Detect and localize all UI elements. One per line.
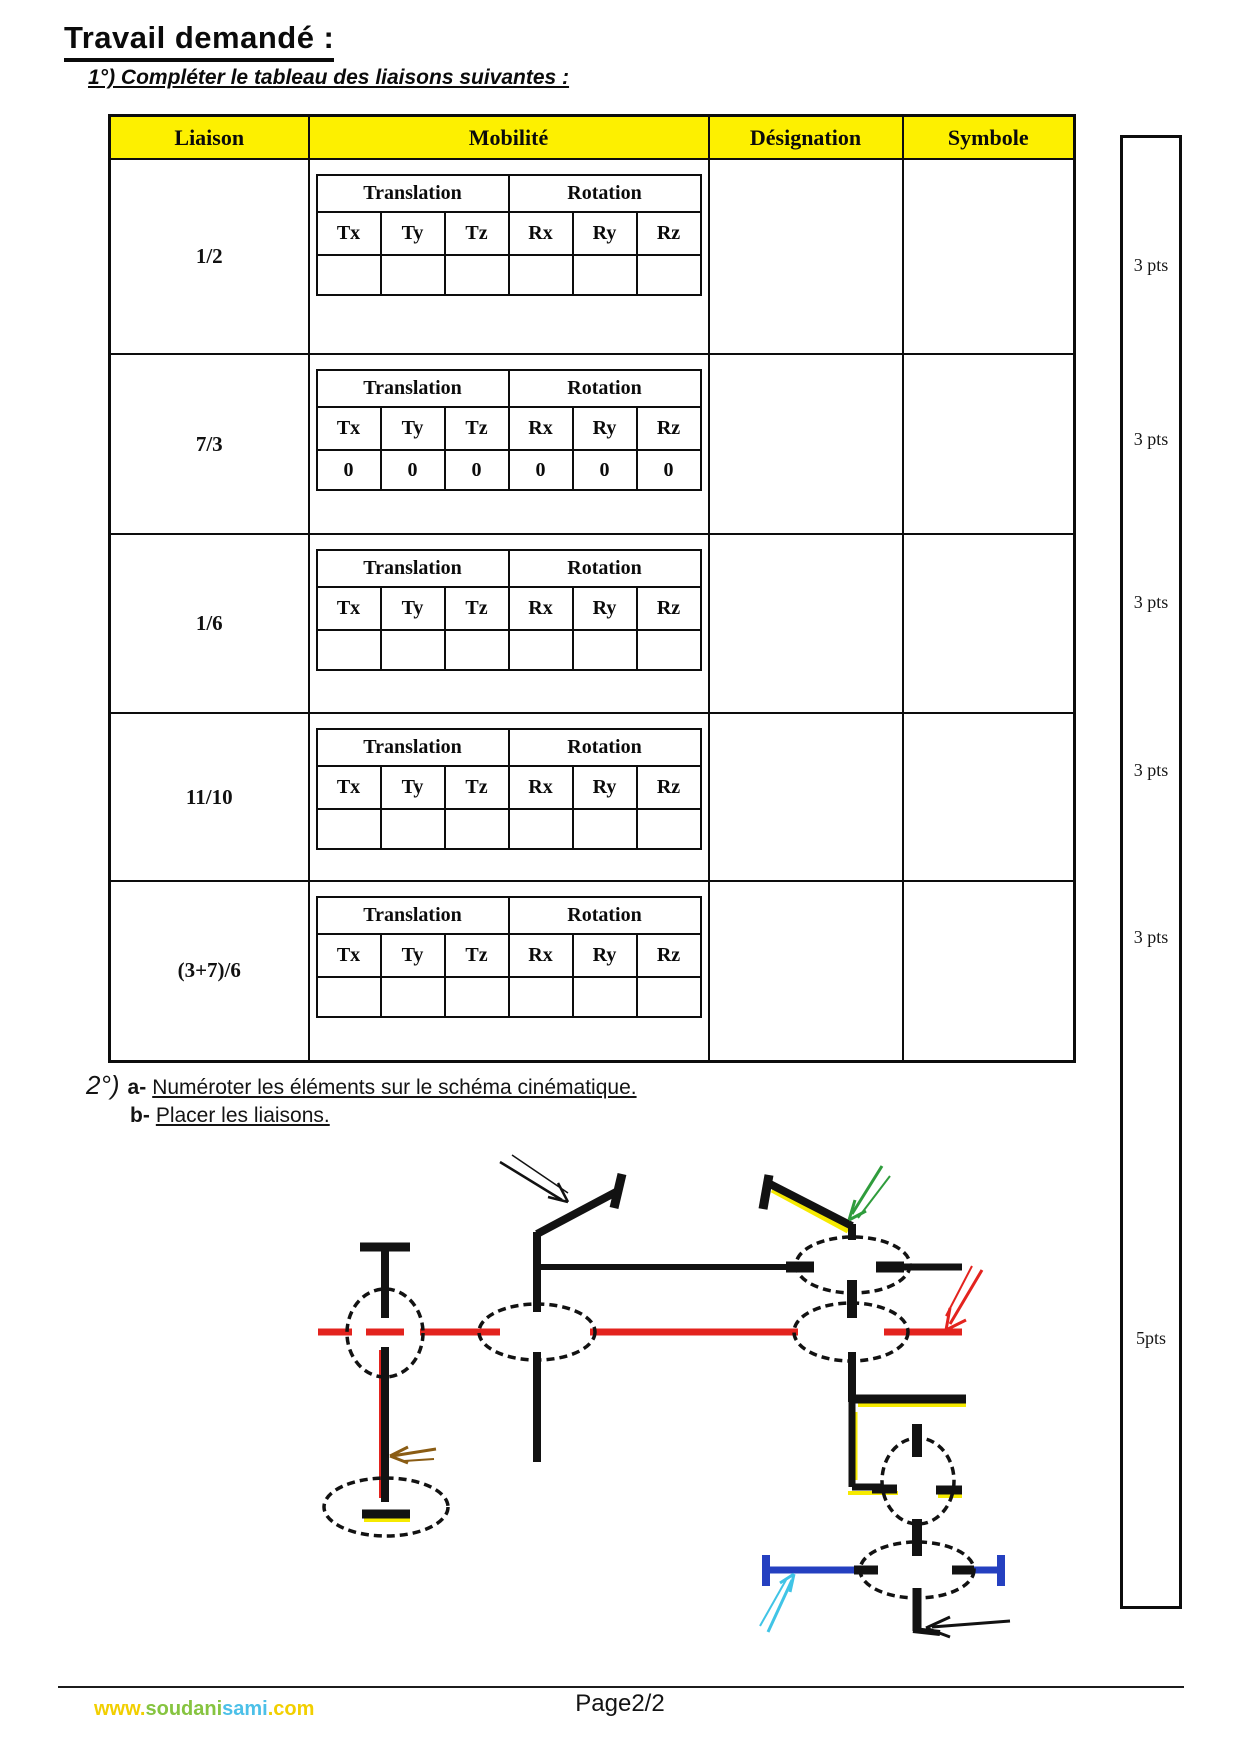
axis-header-cell: Ty: [381, 212, 445, 255]
mobility-value-cell: [317, 977, 381, 1017]
green-annotation-arrow: [849, 1166, 890, 1220]
designation-cell: [709, 713, 903, 881]
rotation-header: Rotation: [509, 729, 701, 766]
mobility-cell: [309, 159, 709, 354]
question-1-heading: 1°) Compléter le tableau des liaisons suivantes :: [88, 66, 570, 89]
axis-header-cell: Tz: [445, 766, 509, 809]
axis-header-cell: Ry: [573, 587, 637, 630]
mobility-cell: [309, 534, 709, 713]
liaison-label: (3+7)/6: [110, 881, 309, 1061]
mobility-value-cell: 0: [509, 450, 573, 490]
axis-header-cell: Tx: [317, 587, 381, 630]
axis-header-cell: Tx: [317, 934, 381, 977]
question-2a-text: Numéroter les éléments sur le schéma cinématique.: [152, 1076, 637, 1099]
question-2b: [130, 1104, 330, 1128]
symbole-cell: [903, 713, 1075, 881]
mobility-value-cell: [573, 977, 637, 1017]
left-vertical-link: [360, 1247, 410, 1514]
rotation-header: Rotation: [509, 550, 701, 587]
site-soudani: soudani: [145, 1698, 223, 1720]
site-www: www.: [94, 1698, 146, 1720]
mobility-value-cell: [573, 630, 637, 670]
mobility-value-cell: [637, 630, 701, 670]
kinematic-schema: [270, 1130, 1030, 1670]
symbole-cell: [903, 159, 1075, 354]
symbole-cell: [903, 354, 1075, 534]
axis-header-cell: Tx: [317, 766, 381, 809]
table-row: [110, 159, 1075, 354]
mobility-value-cell: [445, 977, 509, 1017]
points-label: 3 pts: [1133, 760, 1169, 780]
translation-header: Translation: [317, 175, 509, 212]
page-title: Travail demandé :: [64, 20, 334, 62]
translation-header: Translation: [317, 897, 509, 934]
table-row: [110, 713, 1075, 881]
mobility-value-cell: [637, 809, 701, 849]
header-designation: Désignation: [709, 116, 903, 160]
black-left-annotation-arrow: [926, 1617, 1010, 1637]
points-label: 3 pts: [1133, 592, 1169, 612]
brown-annotation-arrow: [390, 1447, 436, 1463]
translation-header: Translation: [317, 370, 509, 407]
blue-shaft-link: [766, 1555, 1001, 1586]
mobility-value-cell: [637, 255, 701, 295]
table-row: [110, 354, 1075, 534]
rotation-header: Rotation: [509, 175, 701, 212]
mobility-value-cell: [509, 977, 573, 1017]
axis-header-cell: Ry: [573, 212, 637, 255]
axis-header-cell: Tz: [445, 934, 509, 977]
right-lower-joint-ticks: [917, 1424, 962, 1556]
points-label: 5pts: [1135, 1328, 1166, 1348]
table-row: [110, 534, 1075, 713]
mobility-value-cell: [445, 255, 509, 295]
axis-header-cell: Rz: [637, 587, 701, 630]
axis-header-cell: Rz: [637, 934, 701, 977]
mobility-value-cell: [317, 809, 381, 849]
points-label: 3 pts: [1133, 429, 1169, 449]
mobility-value-cell: [381, 255, 445, 295]
translation-header: Translation: [317, 550, 509, 587]
axis-header-cell: Rx: [509, 587, 573, 630]
liaison-label: 1/2: [110, 159, 309, 354]
question-2b-text: Placer les liaisons.: [155, 1104, 330, 1127]
mobility-value-cell: [573, 255, 637, 295]
header-symbole: Symbole: [903, 116, 1075, 160]
points-label: 3 pts: [1133, 255, 1169, 275]
points-column: [1120, 135, 1182, 1609]
symbole-cell: [903, 881, 1075, 1061]
axis-header-cell: Ry: [573, 407, 637, 450]
question-2a: [86, 1070, 637, 1101]
liaison-label: 11/10: [110, 713, 309, 881]
mobility-value-cell: [317, 630, 381, 670]
mobility-value-cell: 0: [445, 450, 509, 490]
question-2-number: 2°): [86, 1070, 120, 1100]
axis-header-cell: Rz: [637, 212, 701, 255]
axis-header-cell: Ry: [573, 934, 637, 977]
mobility-value-cell: 0: [573, 450, 637, 490]
red-shaft-link: [318, 1332, 962, 1498]
rotation-header: Rotation: [509, 370, 701, 407]
axis-header-cell: Ty: [381, 407, 445, 450]
joint-ellipses: [324, 1237, 974, 1598]
mobility-value-cell: 0: [317, 450, 381, 490]
axis-header-cell: Tz: [445, 407, 509, 450]
mobility-subtable: [316, 174, 702, 296]
red-annotation-arrow: [946, 1266, 982, 1330]
mobility-value-cell: [381, 630, 445, 670]
middle-vertical-link: [537, 1174, 622, 1462]
axis-header-cell: Rx: [509, 766, 573, 809]
site-com: .com: [267, 1698, 315, 1720]
axis-header-cell: Ty: [381, 587, 445, 630]
mobility-subtable: [316, 369, 702, 491]
axis-header-cell: Rx: [509, 407, 573, 450]
page-number: Page2/2: [575, 1690, 665, 1717]
axis-header-cell: Rz: [637, 766, 701, 809]
axis-header-cell: Ty: [381, 934, 445, 977]
axis-header-cell: Tx: [317, 407, 381, 450]
mobility-cell: [309, 881, 709, 1061]
rotation-header: Rotation: [509, 897, 701, 934]
table-header-row: [110, 116, 1075, 160]
symbole-cell: [903, 534, 1075, 713]
mobility-value-cell: [317, 255, 381, 295]
designation-cell: [709, 354, 903, 534]
translation-header: Translation: [317, 729, 509, 766]
question-2b-letter: b-: [130, 1104, 150, 1127]
mobility-value-cell: [509, 809, 573, 849]
designation-cell: [709, 159, 903, 354]
axis-header-cell: Ry: [573, 766, 637, 809]
mobility-value-cell: [573, 809, 637, 849]
liaison-label: 7/3: [110, 354, 309, 534]
site-sami: sami: [222, 1698, 268, 1720]
mobility-value-cell: [637, 977, 701, 1017]
mobility-cell: [309, 354, 709, 534]
axis-header-cell: Rx: [509, 934, 573, 977]
liaison-label: 1/6: [110, 534, 309, 713]
axis-header-cell: Rx: [509, 212, 573, 255]
axis-header-cell: Tz: [445, 587, 509, 630]
mobility-value-cell: [445, 809, 509, 849]
question-2a-letter: a-: [127, 1076, 147, 1099]
designation-cell: [709, 881, 903, 1061]
axis-header-cell: Tz: [445, 212, 509, 255]
mobility-value-cell: 0: [381, 450, 445, 490]
points-label: 3 pts: [1133, 927, 1169, 947]
header-mobilite: Mobilité: [309, 116, 709, 160]
axis-header-cell: Rz: [637, 407, 701, 450]
mobility-subtable: [316, 896, 702, 1018]
footer-divider: [58, 1686, 1184, 1688]
mobility-cell: [309, 713, 709, 881]
mobility-value-cell: [509, 630, 573, 670]
axis-header-cell: Ty: [381, 766, 445, 809]
designation-cell: [709, 534, 903, 713]
axis-header-cell: Tx: [317, 212, 381, 255]
header-liaison: Liaison: [110, 116, 309, 160]
mobility-value-cell: [381, 977, 445, 1017]
mobility-value-cell: [509, 255, 573, 295]
mobility-subtable: [316, 728, 702, 850]
mobility-value-cell: [445, 630, 509, 670]
mobility-subtable: [316, 549, 702, 671]
table-row: [110, 881, 1075, 1061]
mobility-value-cell: [381, 809, 445, 849]
black-annotation-arrow: [500, 1155, 568, 1202]
right-top-link: [763, 1175, 852, 1240]
mobility-value-cell: 0: [637, 450, 701, 490]
liaisons-table: [108, 114, 1076, 1063]
